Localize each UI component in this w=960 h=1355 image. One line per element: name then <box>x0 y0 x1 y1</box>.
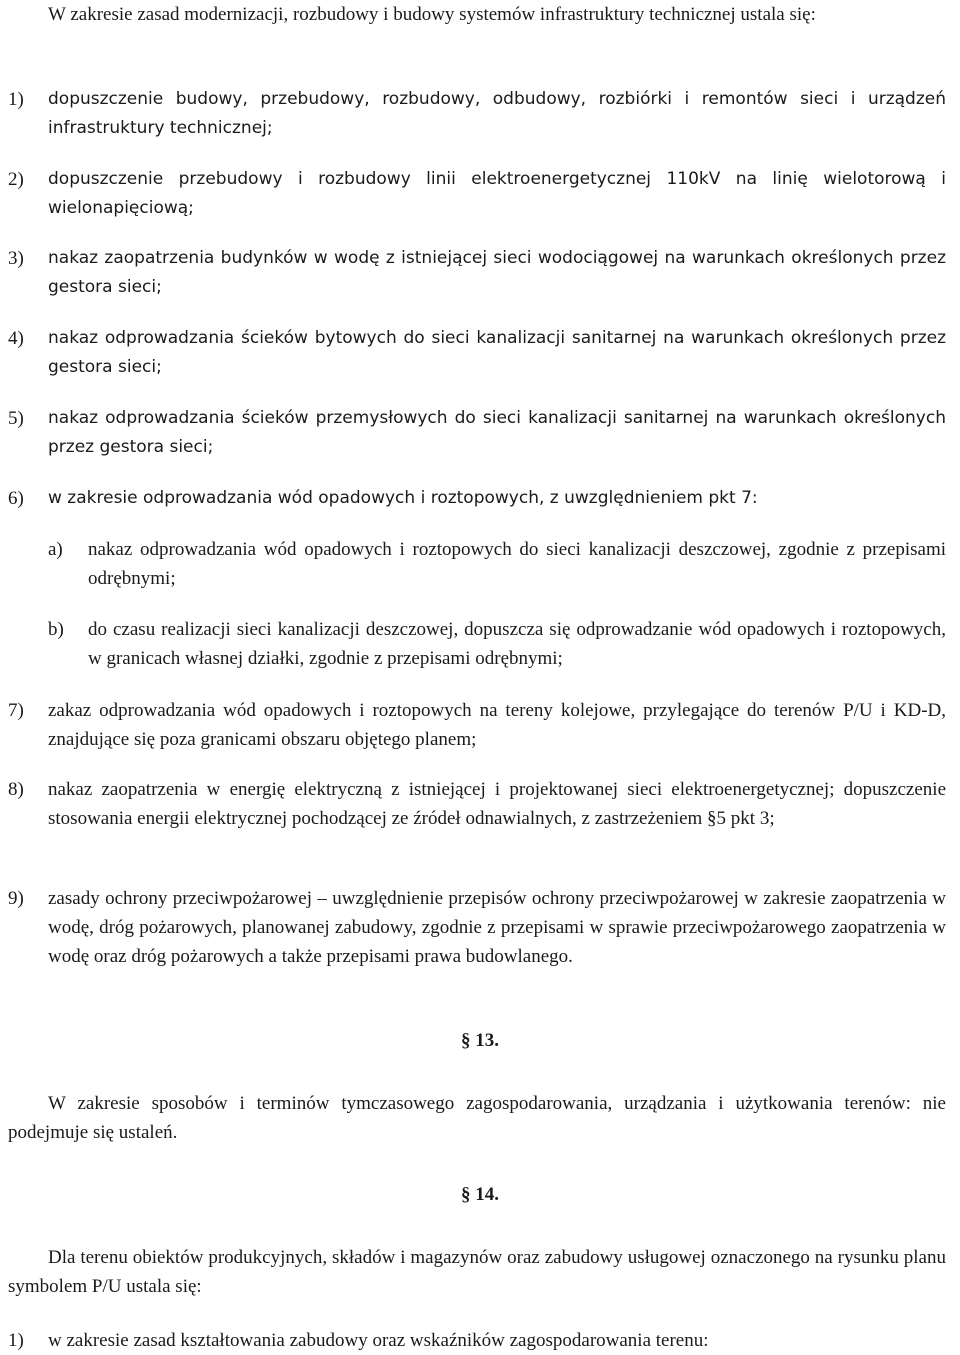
list-item-number: 7) <box>8 700 24 721</box>
list-item-number: 9) <box>8 888 24 909</box>
sub-item-text: do czasu realizacji sieci kanalizacji deszczowej, dopuszcza się odprowadzanie wód opadowych i roztopowych, w granicach własnej działki, zgodnie z przepisami odrębnymi; <box>88 619 946 669</box>
list-item-number: 6) <box>8 488 24 509</box>
list-item-number: 8) <box>8 779 24 800</box>
list-item-text: nakaz zaopatrzenia budynków w wodę z istniejącej sieci wodociągowej na warunkach określonych przez gestora sieci; <box>48 248 946 297</box>
section-14-paragraph <box>8 1243 946 1301</box>
sub-item-letter: b) <box>48 619 64 640</box>
section-14-heading: § 14. <box>461 1184 499 1205</box>
intro-paragraph <box>8 0 946 29</box>
section-13-heading: § 13. <box>461 1030 499 1051</box>
list-item-number: 4) <box>8 328 24 349</box>
section-14-text: Dla terenu obiektów produkcyjnych, składów i magazynów oraz zabudowy usługowej oznaczonego na rysunku planu symbolem P/U ustala się: <box>8 1247 946 1297</box>
sub-item-letter: a) <box>48 539 63 560</box>
list-item-number: 3) <box>8 248 24 269</box>
list-item-text: zakaz odprowadzania wód opadowych i roztopowych na tereny kolejowe, przylegające do terenów P/U i KD-D, znajdujące się poza granicami obszaru objętego planem; <box>48 700 946 750</box>
list-item-text: w zakresie zasad kształtowania zabudowy oraz wskaźników zagospodarowania terenu: <box>48 1330 709 1351</box>
list-item-number: 1) <box>8 1330 24 1351</box>
sub-item-text: nakaz odprowadzania wód opadowych i roztopowych do sieci kanalizacji deszczowej, zgodnie z przepisami odrębnymi; <box>88 539 946 589</box>
section-13-paragraph <box>8 1089 946 1147</box>
list-item-number: 5) <box>8 408 24 429</box>
list-item-text: zasady ochrony przeciwpożarowej – uwzględnienie przepisów ochrony przeciwpożarowej w zakresie zaopatrzenia w wodę, dróg pożarowych, planowanej zabudowy, zgodnie z przepisami w sprawie przeciwpożarowego zaopatrzenia w wodę oraz dróg pożarowych a także przepisami prawa budowlanego. <box>48 888 946 967</box>
list-item-number: 1) <box>8 89 24 110</box>
list-item-text: nakaz odprowadzania ścieków bytowych do sieci kanalizacji sanitarnej na warunkach określonych przez gestora sieci; <box>48 328 946 377</box>
section-13-text: W zakresie sposobów i terminów tymczasowego zagospodarowania, urządzania i użytkowania terenów: nie podejmuje się ustaleń. <box>8 1093 946 1143</box>
intro-text: W zakresie zasad modernizacji, rozbudowy i budowy systemów infrastruktury technicznej ustala się: <box>48 4 816 25</box>
list-item-text: nakaz zaopatrzenia w energię elektryczną z istniejącej i projektowanej sieci elektroenergetycznej; dopuszczenie stosowania energii elektrycznej pochodzącej ze źródeł odnawialnych, z zastrzeżeniem §5 pkt 3; <box>48 779 946 829</box>
list-item-number: 2) <box>8 169 24 190</box>
list-item-text: dopuszczenie budowy, przebudowy, rozbudowy, odbudowy, rozbiórki i remontów sieci i urządzeń infrastruktury technicznej; <box>48 89 946 138</box>
list-item-text: dopuszczenie przebudowy i rozbudowy linii elektroenergetycznej 110kV na linię wielotorową i wielonapięciową; <box>48 169 946 218</box>
list-item-text: nakaz odprowadzania ścieków przemysłowych do sieci kanalizacji sanitarnej na warunkach określonych przez gestora sieci; <box>48 408 946 457</box>
list-item-text: w zakresie odprowadzania wód opadowych i roztopowych, z uwzględnieniem pkt 7: <box>48 488 758 508</box>
